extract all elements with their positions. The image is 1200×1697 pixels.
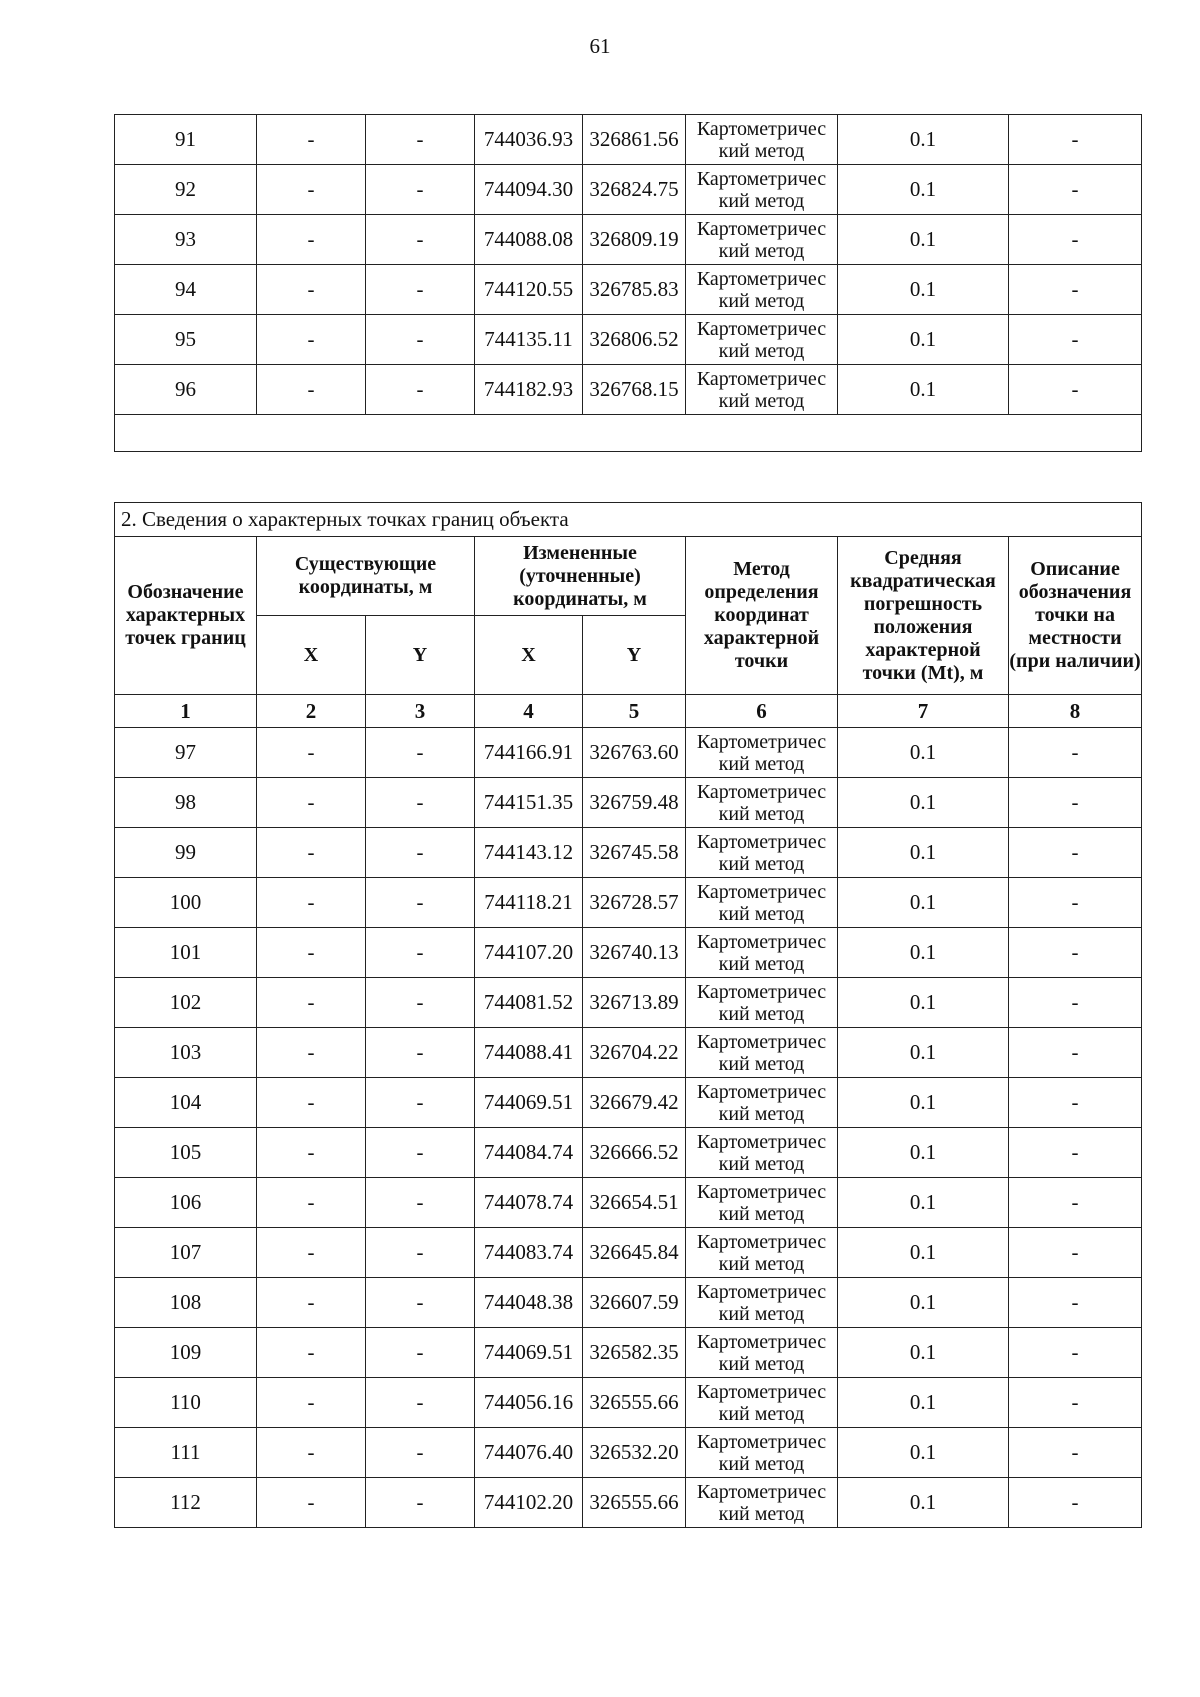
changed-x-cell: 744094.30 [475, 165, 583, 215]
point-cell: 103 [115, 1028, 257, 1078]
header-description: Описание обозначения точки на местности (при наличии) [1009, 537, 1142, 695]
existing-y-cell: - [366, 1028, 475, 1078]
point-cell: 111 [115, 1428, 257, 1478]
method-cell: Картометричес кий метод [686, 1178, 838, 1228]
existing-y-cell: - [366, 1428, 475, 1478]
changed-x-cell: 744182.93 [475, 365, 583, 415]
method-cell: Картометричес кий метод [686, 265, 838, 315]
changed-x-cell: 744135.11 [475, 315, 583, 365]
existing-x-cell: - [257, 878, 366, 928]
changed-x-cell: 744084.74 [475, 1128, 583, 1178]
accuracy-cell: 0.1 [838, 728, 1009, 778]
boundary-points-table [114, 502, 1142, 1528]
existing-x-cell: - [257, 315, 366, 365]
changed-y-cell: 326824.75 [583, 165, 686, 215]
accuracy-cell: 0.1 [838, 1428, 1009, 1478]
point-cell: 110 [115, 1378, 257, 1428]
description-cell: - [1009, 1378, 1142, 1428]
table-body [115, 728, 1142, 1528]
method-cell: Картометричес кий метод [686, 828, 838, 878]
accuracy-cell: 0.1 [838, 115, 1009, 165]
table-row [115, 828, 1142, 878]
point-cell: 97 [115, 728, 257, 778]
description-cell: - [1009, 1128, 1142, 1178]
accuracy-cell: 0.1 [838, 978, 1009, 1028]
point-cell: 98 [115, 778, 257, 828]
accuracy-cell: 0.1 [838, 1378, 1009, 1428]
method-cell: Картометричес кий метод [686, 928, 838, 978]
changed-x-cell: 744069.51 [475, 1328, 583, 1378]
column-number: 1 [115, 695, 257, 728]
point-cell: 93 [115, 215, 257, 265]
accuracy-cell: 0.1 [838, 1328, 1009, 1378]
description-cell: - [1009, 1078, 1142, 1128]
header-point-designation: Обозначение характерных точек границ [115, 537, 257, 695]
section-title: 2. Сведения о характерных точках границ объекта [115, 503, 1142, 537]
method-cell: Картометричес кий метод [686, 315, 838, 365]
point-cell: 99 [115, 828, 257, 878]
changed-y-cell: 326763.60 [583, 728, 686, 778]
column-number: 7 [838, 695, 1009, 728]
existing-y-cell: - [366, 165, 475, 215]
description-cell: - [1009, 728, 1142, 778]
table-row [115, 1128, 1142, 1178]
changed-x-cell: 744118.21 [475, 878, 583, 928]
accuracy-cell: 0.1 [838, 928, 1009, 978]
table-row [115, 978, 1142, 1028]
point-cell: 95 [115, 315, 257, 365]
accuracy-cell: 0.1 [838, 778, 1009, 828]
existing-y-cell: - [366, 928, 475, 978]
changed-y-cell: 326666.52 [583, 1128, 686, 1178]
method-cell: Картометричес кий метод [686, 1128, 838, 1178]
changed-x-cell: 744151.35 [475, 778, 583, 828]
accuracy-cell: 0.1 [838, 878, 1009, 928]
changed-x-cell: 744069.51 [475, 1078, 583, 1128]
changed-y-cell: 326555.66 [583, 1378, 686, 1428]
method-cell: Картометричес кий метод [686, 778, 838, 828]
header-changed-y: Y [583, 616, 686, 695]
column-number: 6 [686, 695, 838, 728]
page-number: 61 [589, 34, 611, 58]
existing-x-cell: - [257, 115, 366, 165]
description-cell: - [1009, 1478, 1142, 1528]
method-cell: Картометричес кий метод [686, 1428, 838, 1478]
header-existing-coordinates: Существующие координаты, м [257, 537, 475, 616]
method-cell: Картометричес кий метод [686, 978, 838, 1028]
point-cell: 96 [115, 365, 257, 415]
point-cell: 109 [115, 1328, 257, 1378]
method-cell: Картометричес кий метод [686, 1328, 838, 1378]
existing-x-cell: - [257, 265, 366, 315]
changed-x-cell: 744166.91 [475, 728, 583, 778]
accuracy-cell: 0.1 [838, 265, 1009, 315]
column-number: 4 [475, 695, 583, 728]
changed-x-cell: 744088.08 [475, 215, 583, 265]
changed-y-cell: 326759.48 [583, 778, 686, 828]
accuracy-cell: 0.1 [838, 1128, 1009, 1178]
point-cell: 100 [115, 878, 257, 928]
table-row [115, 778, 1142, 828]
accuracy-cell: 0.1 [838, 1028, 1009, 1078]
changed-x-cell: 744107.20 [475, 928, 583, 978]
column-number: 8 [1009, 695, 1142, 728]
changed-y-cell: 326645.84 [583, 1228, 686, 1278]
existing-y-cell: - [366, 978, 475, 1028]
accuracy-cell: 0.1 [838, 215, 1009, 265]
description-cell: - [1009, 315, 1142, 365]
accuracy-cell: 0.1 [838, 1078, 1009, 1128]
table-row [115, 1428, 1142, 1478]
changed-x-cell: 744048.38 [475, 1278, 583, 1328]
description-cell: - [1009, 1428, 1142, 1478]
method-cell: Картометричес кий метод [686, 728, 838, 778]
existing-x-cell: - [257, 365, 366, 415]
table-row [115, 265, 1142, 315]
existing-y-cell: - [366, 1328, 475, 1378]
point-cell: 112 [115, 1478, 257, 1528]
method-cell: Картометричес кий метод [686, 878, 838, 928]
point-cell: 102 [115, 978, 257, 1028]
existing-x-cell: - [257, 215, 366, 265]
description-cell: - [1009, 115, 1142, 165]
accuracy-cell: 0.1 [838, 1478, 1009, 1528]
existing-y-cell: - [366, 1078, 475, 1128]
changed-x-cell: 744120.55 [475, 265, 583, 315]
accuracy-cell: 0.1 [838, 828, 1009, 878]
changed-y-cell: 326806.52 [583, 315, 686, 365]
empty-cell [115, 415, 1142, 452]
method-cell: Картометричес кий метод [686, 165, 838, 215]
changed-y-cell: 326861.56 [583, 115, 686, 165]
existing-x-cell: - [257, 978, 366, 1028]
existing-y-cell: - [366, 265, 475, 315]
existing-y-cell: - [366, 878, 475, 928]
header-changed-coordinates: Измененные (уточненные) координаты, м [475, 537, 686, 616]
table-row [115, 928, 1142, 978]
existing-x-cell: - [257, 1028, 366, 1078]
method-cell: Картометричес кий метод [686, 365, 838, 415]
changed-y-cell: 326607.59 [583, 1278, 686, 1328]
existing-x-cell: - [257, 1078, 366, 1128]
table-row [115, 1228, 1142, 1278]
description-cell: - [1009, 165, 1142, 215]
method-cell: Картометричес кий метод [686, 1078, 838, 1128]
point-cell: 92 [115, 165, 257, 215]
changed-x-cell: 744088.41 [475, 1028, 583, 1078]
table-row [115, 1278, 1142, 1328]
header-method: Метод определения координат характерной точки [686, 537, 838, 695]
table-row [115, 878, 1142, 928]
changed-x-cell: 744078.74 [475, 1178, 583, 1228]
description-cell: - [1009, 1178, 1142, 1228]
table-row [115, 1478, 1142, 1528]
table-row [115, 315, 1142, 365]
table-row [115, 365, 1142, 415]
changed-y-cell: 326809.19 [583, 215, 686, 265]
existing-x-cell: - [257, 828, 366, 878]
table-row [115, 1378, 1142, 1428]
empty-row [115, 415, 1142, 452]
changed-y-cell: 326785.83 [583, 265, 686, 315]
changed-y-cell: 326745.58 [583, 828, 686, 878]
changed-x-cell: 744083.74 [475, 1228, 583, 1278]
method-cell: Картометричес кий метод [686, 1478, 838, 1528]
existing-x-cell: - [257, 165, 366, 215]
changed-x-cell: 744081.52 [475, 978, 583, 1028]
existing-y-cell: - [366, 115, 475, 165]
table-row [115, 215, 1142, 265]
header-changed-x: X [475, 616, 583, 695]
existing-x-cell: - [257, 1378, 366, 1428]
table-row [115, 1078, 1142, 1128]
point-cell: 94 [115, 265, 257, 315]
accuracy-cell: 0.1 [838, 1178, 1009, 1228]
header-existing-x: X [257, 616, 366, 695]
existing-y-cell: - [366, 778, 475, 828]
table-row [115, 728, 1142, 778]
existing-x-cell: - [257, 1178, 366, 1228]
changed-y-cell: 326555.66 [583, 1478, 686, 1528]
existing-x-cell: - [257, 1228, 366, 1278]
column-number: 5 [583, 695, 686, 728]
point-cell: 91 [115, 115, 257, 165]
point-cell: 101 [115, 928, 257, 978]
accuracy-cell: 0.1 [838, 365, 1009, 415]
existing-y-cell: - [366, 365, 475, 415]
description-cell: - [1009, 265, 1142, 315]
accuracy-cell: 0.1 [838, 1278, 1009, 1328]
description-cell: - [1009, 978, 1142, 1028]
changed-x-cell: 744076.40 [475, 1428, 583, 1478]
description-cell: - [1009, 778, 1142, 828]
existing-y-cell: - [366, 1228, 475, 1278]
accuracy-cell: 0.1 [838, 1228, 1009, 1278]
existing-x-cell: - [257, 1128, 366, 1178]
existing-x-cell: - [257, 1428, 366, 1478]
description-cell: - [1009, 365, 1142, 415]
existing-y-cell: - [366, 1478, 475, 1528]
description-cell: - [1009, 1028, 1142, 1078]
table-row [115, 115, 1142, 165]
existing-x-cell: - [257, 928, 366, 978]
table-row [115, 1328, 1142, 1378]
accuracy-cell: 0.1 [838, 165, 1009, 215]
existing-x-cell: - [257, 1278, 366, 1328]
header-existing-y: Y [366, 616, 475, 695]
description-cell: - [1009, 1228, 1142, 1278]
table-header [115, 503, 1142, 728]
existing-y-cell: - [366, 1178, 475, 1228]
description-cell: - [1009, 215, 1142, 265]
table-row [115, 1178, 1142, 1228]
changed-y-cell: 326768.15 [583, 365, 686, 415]
method-cell: Картометричес кий метод [686, 115, 838, 165]
column-number: 2 [257, 695, 366, 728]
description-cell: - [1009, 1278, 1142, 1328]
existing-y-cell: - [366, 1278, 475, 1328]
changed-y-cell: 326728.57 [583, 878, 686, 928]
existing-y-cell: - [366, 828, 475, 878]
point-cell: 104 [115, 1078, 257, 1128]
column-number: 3 [366, 695, 475, 728]
existing-y-cell: - [366, 728, 475, 778]
point-cell: 108 [115, 1278, 257, 1328]
method-cell: Картометричес кий метод [686, 1028, 838, 1078]
changed-x-cell: 744036.93 [475, 115, 583, 165]
description-cell: - [1009, 878, 1142, 928]
existing-y-cell: - [366, 1128, 475, 1178]
method-cell: Картометричес кий метод [686, 1378, 838, 1428]
changed-y-cell: 326704.22 [583, 1028, 686, 1078]
header-accuracy: Средняя квадратическая погрешность положения характерной точки (Mt), м [838, 537, 1009, 695]
method-cell: Картометричес кий метод [686, 1278, 838, 1328]
table-body [115, 115, 1142, 452]
existing-x-cell: - [257, 778, 366, 828]
table-row [115, 165, 1142, 215]
point-cell: 106 [115, 1178, 257, 1228]
changed-y-cell: 326532.20 [583, 1428, 686, 1478]
method-cell: Картометричес кий метод [686, 215, 838, 265]
changed-y-cell: 326582.35 [583, 1328, 686, 1378]
existing-x-cell: - [257, 1478, 366, 1528]
table-row [115, 1028, 1142, 1078]
description-cell: - [1009, 928, 1142, 978]
changed-x-cell: 744102.20 [475, 1478, 583, 1528]
column-numbers-row [115, 695, 1142, 728]
point-cell: 105 [115, 1128, 257, 1178]
method-cell: Картометричес кий метод [686, 1228, 838, 1278]
existing-y-cell: - [366, 315, 475, 365]
changed-x-cell: 744056.16 [475, 1378, 583, 1428]
existing-x-cell: - [257, 1328, 366, 1378]
boundary-points-table-continued [114, 114, 1142, 452]
description-cell: - [1009, 1328, 1142, 1378]
existing-y-cell: - [366, 215, 475, 265]
changed-y-cell: 326713.89 [583, 978, 686, 1028]
existing-y-cell: - [366, 1378, 475, 1428]
changed-y-cell: 326654.51 [583, 1178, 686, 1228]
accuracy-cell: 0.1 [838, 315, 1009, 365]
existing-x-cell: - [257, 728, 366, 778]
description-cell: - [1009, 828, 1142, 878]
changed-x-cell: 744143.12 [475, 828, 583, 878]
point-cell: 107 [115, 1228, 257, 1278]
changed-y-cell: 326740.13 [583, 928, 686, 978]
changed-y-cell: 326679.42 [583, 1078, 686, 1128]
